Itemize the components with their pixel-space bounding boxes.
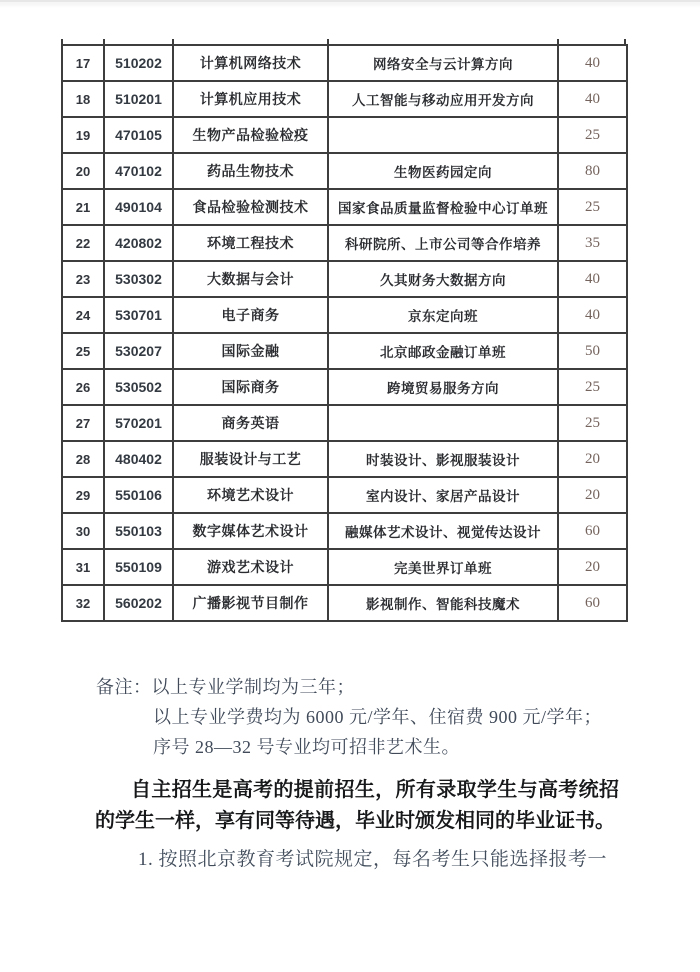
cell-serial-number: 28 <box>62 441 104 477</box>
cell-major-code: 510201 <box>104 81 173 117</box>
cell-quota: 40 <box>558 297 627 333</box>
cell-major-code: 420802 <box>104 225 173 261</box>
cell-major-name: 电子商务 <box>173 297 328 333</box>
cell-major-code: 510202 <box>104 45 173 81</box>
table-continuation-stub <box>557 39 559 46</box>
table-row <box>62 333 627 369</box>
cell-direction: 久其财务大数据方向 <box>328 261 558 297</box>
cell-direction <box>328 405 558 441</box>
remark-line-1 <box>96 672 636 702</box>
cell-serial-number: 27 <box>62 405 104 441</box>
cell-direction: 京东定向班 <box>328 297 558 333</box>
cell-direction: 人工智能与移动应用开发方向 <box>328 81 558 117</box>
cell-quota: 40 <box>558 81 627 117</box>
table-row <box>62 81 627 117</box>
table-continuation-stub <box>61 39 63 46</box>
cell-major-code: 480402 <box>104 441 173 477</box>
cell-serial-number: 31 <box>62 549 104 585</box>
cell-serial-number: 19 <box>62 117 104 153</box>
cell-quota: 25 <box>558 189 627 225</box>
cell-major-code: 530502 <box>104 369 173 405</box>
cell-major-code: 550103 <box>104 513 173 549</box>
cell-serial-number: 25 <box>62 333 104 369</box>
cell-major-name: 大数据与会计 <box>173 261 328 297</box>
cell-major-name: 食品检验检测技术 <box>173 189 328 225</box>
cell-major-name: 商务英语 <box>173 405 328 441</box>
admission-plan-table <box>61 44 628 622</box>
cell-direction: 室内设计、家居产品设计 <box>328 477 558 513</box>
cell-major-name: 广播影视节目制作 <box>173 585 328 621</box>
cell-major-code: 560202 <box>104 585 173 621</box>
table-row <box>62 153 627 189</box>
cell-serial-number: 26 <box>62 369 104 405</box>
remarks-label: 备注： <box>96 677 152 697</box>
cell-quota: 40 <box>558 45 627 81</box>
admission-plan-table-wrap <box>61 44 628 622</box>
cell-quota: 35 <box>558 225 627 261</box>
cell-quota: 60 <box>558 585 627 621</box>
table-row <box>62 585 627 621</box>
table-row <box>62 261 627 297</box>
table-row <box>62 405 627 441</box>
cell-serial-number: 23 <box>62 261 104 297</box>
remarks-block <box>96 672 636 762</box>
cell-quota: 60 <box>558 513 627 549</box>
cell-major-code: 470102 <box>104 153 173 189</box>
cell-major-name: 计算机网络技术 <box>173 45 328 81</box>
cell-major-code: 570201 <box>104 405 173 441</box>
cell-quota: 25 <box>558 117 627 153</box>
note-item-1: 1. 按照北京教育考试院规定，每名考生只能选择报考一 <box>138 849 608 870</box>
table-row <box>62 297 627 333</box>
cell-quota: 20 <box>558 549 627 585</box>
cell-major-name: 生物产品检验检疫 <box>173 117 328 153</box>
cell-quota: 40 <box>558 261 627 297</box>
page-top-edge <box>0 0 700 8</box>
table-continuation-stub <box>103 39 105 46</box>
cell-major-name: 服装设计与工艺 <box>173 441 328 477</box>
cell-major-code: 530701 <box>104 297 173 333</box>
cell-major-name: 环境工程技术 <box>173 225 328 261</box>
cell-direction: 科研院所、上市公司等合作培养 <box>328 225 558 261</box>
table-continuation-stub <box>172 39 174 46</box>
cell-major-code: 550109 <box>104 549 173 585</box>
cell-serial-number: 24 <box>62 297 104 333</box>
cell-major-name: 国际金融 <box>173 333 328 369</box>
cell-direction: 影视制作、智能科技魔术 <box>328 585 558 621</box>
cell-major-name: 环境艺术设计 <box>173 477 328 513</box>
cell-direction: 北京邮政金融订单班 <box>328 333 558 369</box>
cell-major-code: 490104 <box>104 189 173 225</box>
cell-major-code: 470105 <box>104 117 173 153</box>
cell-major-code: 530207 <box>104 333 173 369</box>
enrollment-policy-paragraph: 自主招生是高考的提前招生，所有录取学生与高考统招的学生一样，享有同等待遇，毕业时颁发相同的毕业证书。 <box>95 779 619 832</box>
cell-major-name: 国际商务 <box>173 369 328 405</box>
cell-major-name: 游戏艺术设计 <box>173 549 328 585</box>
remark-line-2: 以上专业学费均为 6000 元/学年、住宿费 900 元/学年； <box>153 707 602 727</box>
cell-serial-number: 17 <box>62 45 104 81</box>
cell-direction: 完美世界订单班 <box>328 549 558 585</box>
table-row <box>62 513 627 549</box>
cell-major-name: 数字媒体艺术设计 <box>173 513 328 549</box>
table-row <box>62 225 627 261</box>
cell-quota: 80 <box>558 153 627 189</box>
cell-direction: 时装设计、影视服装设计 <box>328 441 558 477</box>
cell-serial-number: 18 <box>62 81 104 117</box>
table-row <box>62 117 627 153</box>
cell-direction <box>328 117 558 153</box>
remark-line-3: 序号 28—32 号专业均可招非艺术生。 <box>153 737 460 757</box>
cell-quota: 50 <box>558 333 627 369</box>
cell-serial-number: 20 <box>62 153 104 189</box>
cell-quota: 25 <box>558 369 627 405</box>
cell-direction: 国家食品质量监督检验中心订单班 <box>328 189 558 225</box>
table-row <box>62 477 627 513</box>
cell-quota: 20 <box>558 441 627 477</box>
admission-table-body <box>62 45 627 621</box>
cell-direction: 融媒体艺术设计、视觉传达设计 <box>328 513 558 549</box>
cell-direction: 网络安全与云计算方向 <box>328 45 558 81</box>
table-row <box>62 369 627 405</box>
table-row <box>62 45 627 81</box>
cell-direction: 跨境贸易服务方向 <box>328 369 558 405</box>
cell-quota: 25 <box>558 405 627 441</box>
cell-serial-number: 21 <box>62 189 104 225</box>
cell-major-name: 计算机应用技术 <box>173 81 328 117</box>
cell-serial-number: 30 <box>62 513 104 549</box>
table-row <box>62 549 627 585</box>
cell-serial-number: 29 <box>62 477 104 513</box>
table-row <box>62 189 627 225</box>
remark-text-1: 以上专业学制均为三年； <box>151 677 355 697</box>
table-continuation-stub <box>327 39 329 46</box>
cell-major-code: 550106 <box>104 477 173 513</box>
cell-quota: 20 <box>558 477 627 513</box>
table-row <box>62 441 627 477</box>
table-continuation-stub <box>624 39 626 46</box>
cell-serial-number: 32 <box>62 585 104 621</box>
cell-major-code: 530302 <box>104 261 173 297</box>
cell-direction: 生物医药园定向 <box>328 153 558 189</box>
cell-major-name: 药品生物技术 <box>173 153 328 189</box>
cell-serial-number: 22 <box>62 225 104 261</box>
